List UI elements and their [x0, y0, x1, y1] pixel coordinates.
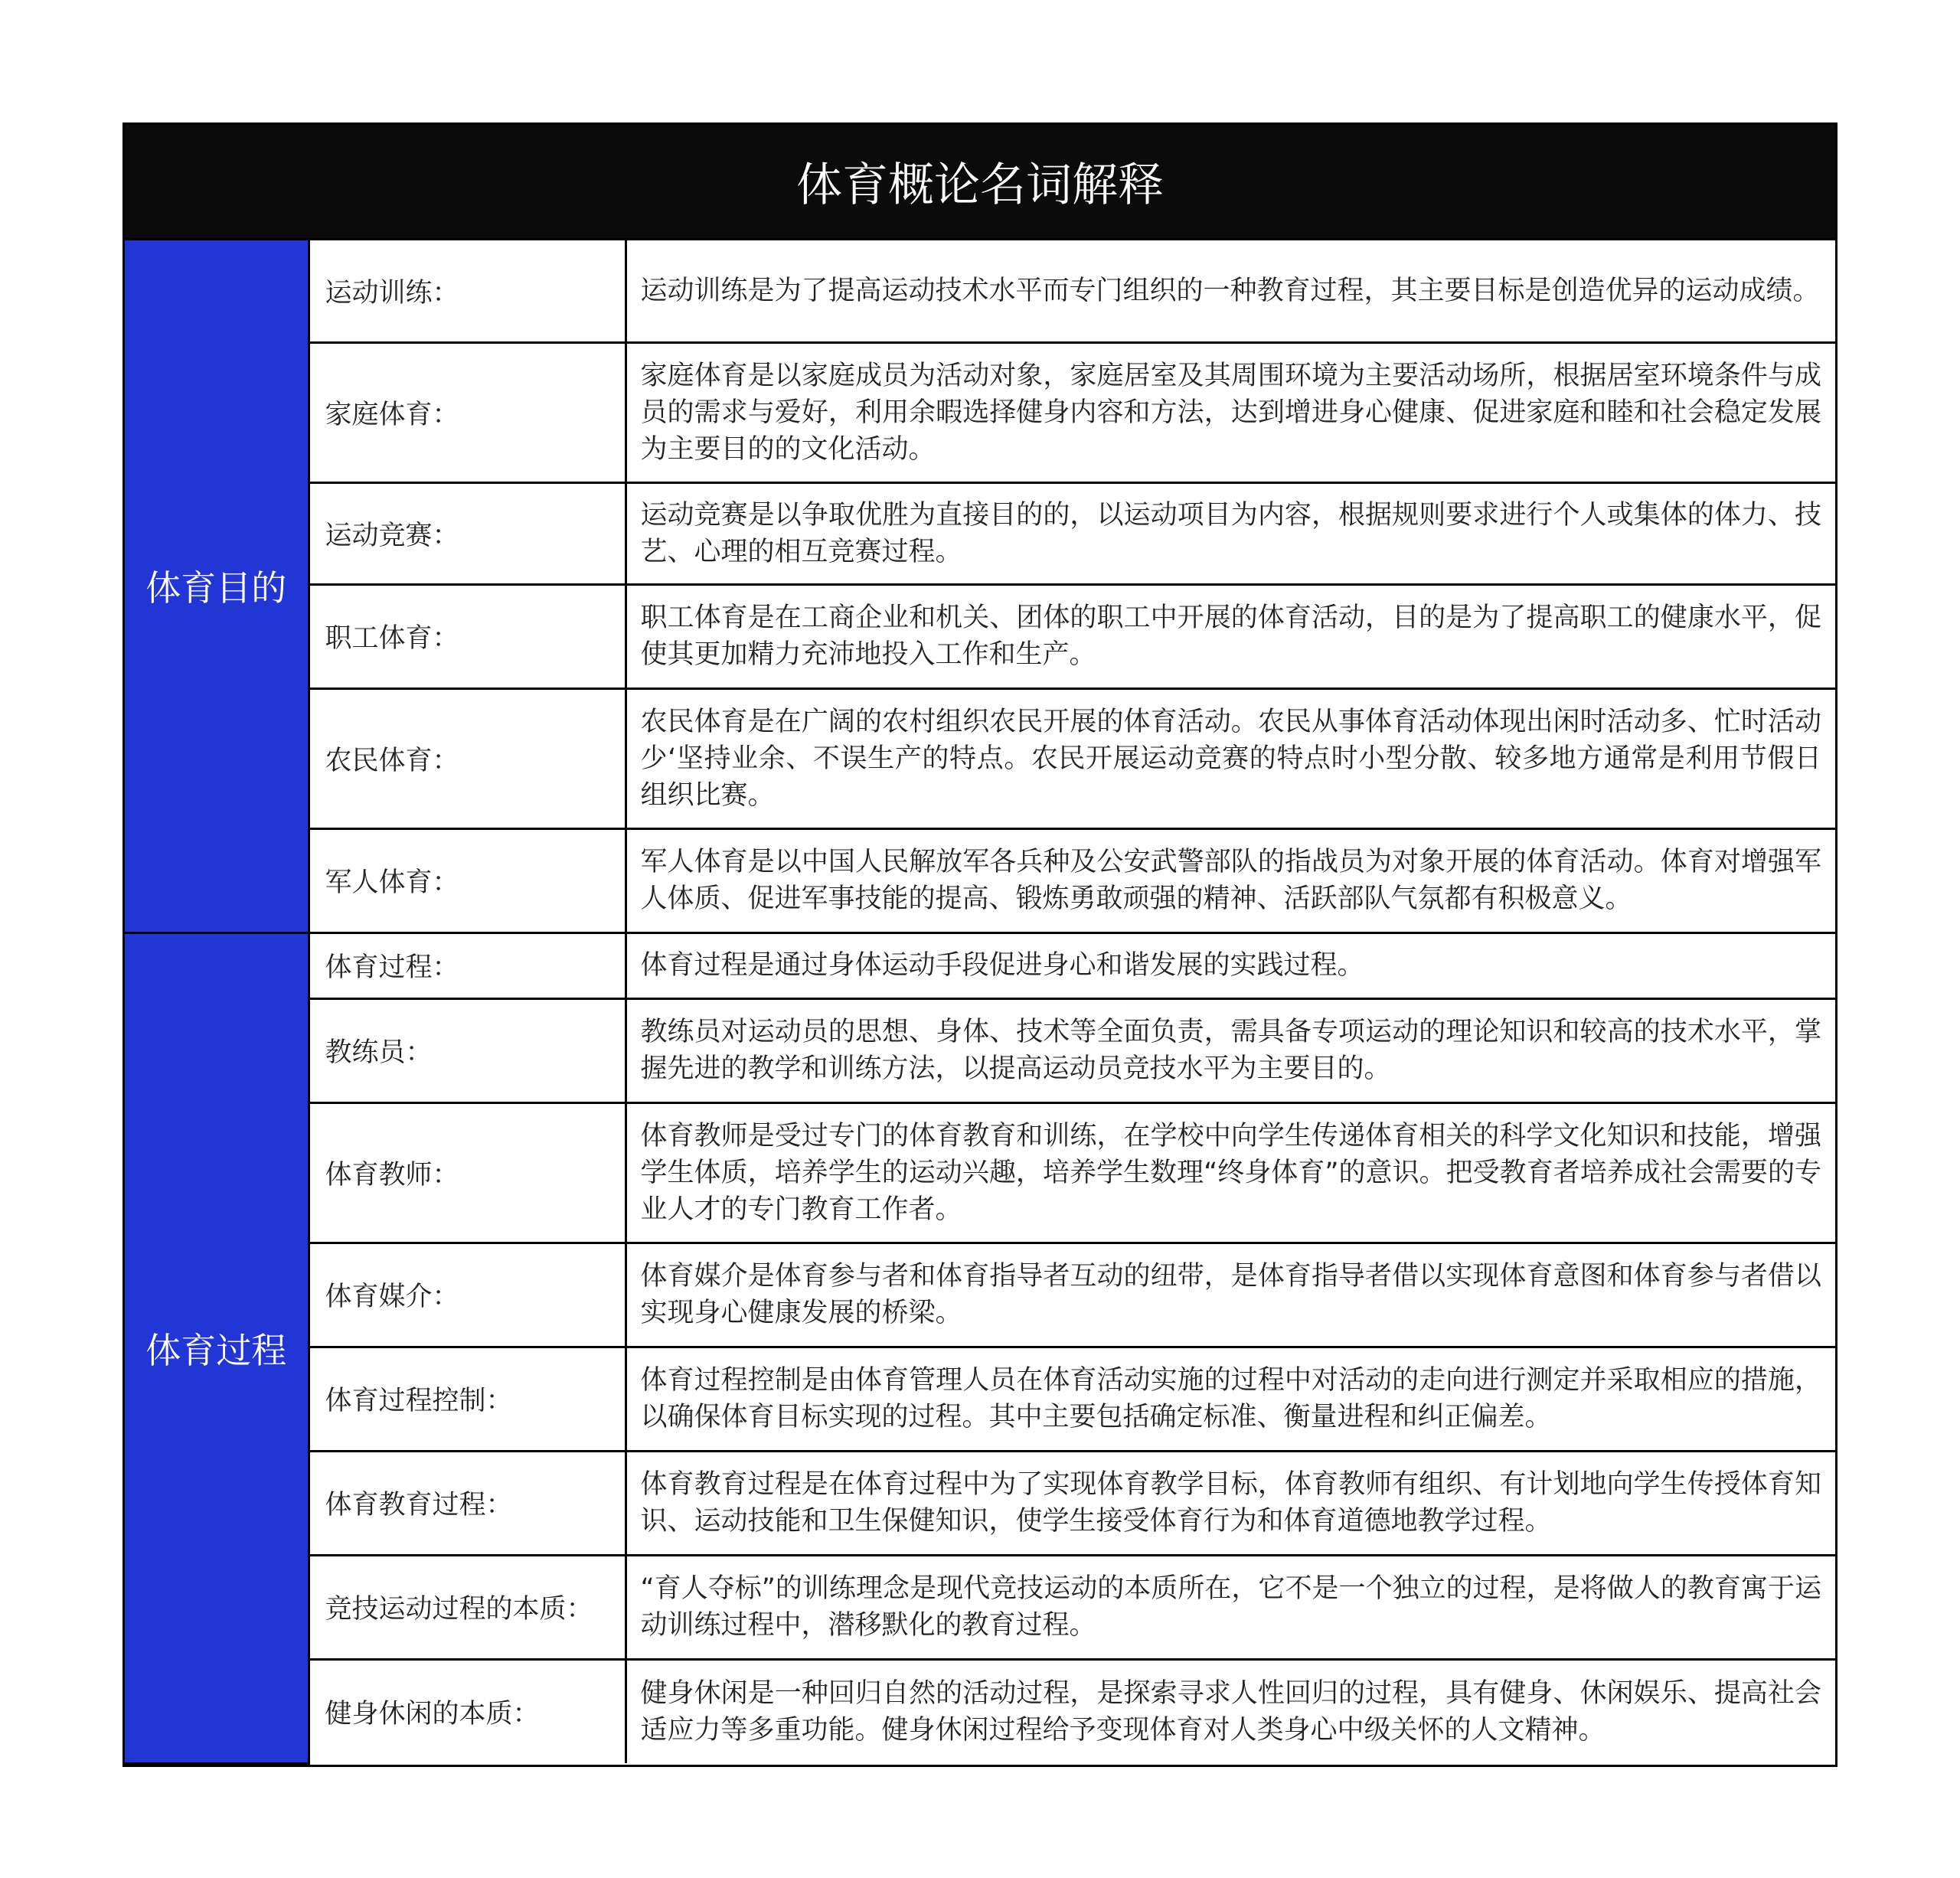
term-cell: 职工体育：: [309, 584, 626, 688]
term-cell: 家庭体育：: [309, 342, 626, 482]
term-cell: 健身休闲的本质：: [309, 1659, 626, 1763]
table-row: [125, 1451, 1835, 1555]
term-cell: 军人体育：: [309, 828, 626, 932]
table-row: [125, 1243, 1835, 1347]
definition-cell: 教练员对运动员的思想、身体、技术等全面负责，需具备专项运动的理论知识和较高的技术水平，掌握先进的教学和训练方法，以提高运动员竞技水平为主要目的。: [626, 998, 1835, 1102]
table-row: [125, 688, 1835, 828]
term-cell: 农民体育：: [309, 688, 626, 828]
term-cell: 体育教师：: [309, 1102, 626, 1243]
term-cell: 体育过程：: [309, 932, 626, 998]
table-row: [125, 584, 1835, 688]
term-cell: 竞技运动过程的本质：: [309, 1555, 626, 1659]
table-row: [125, 342, 1835, 482]
table-row: [125, 482, 1835, 584]
category-cell: 体育目的: [125, 240, 309, 932]
table-row: [125, 828, 1835, 932]
definition-cell: 健身休闲是一种回归自然的活动过程，是探索寻求人性回归的过程，具有健身、休闲娱乐、提高社会适应力等多重功能。健身休闲过程给予变现体育对人类身心中级关怀的人文精神。: [626, 1659, 1835, 1763]
definition-cell: 农民体育是在广阔的农村组织农民开展的体育活动。农民从事体育活动体现出闲时活动多、忙时活动少‘坚持业余、不误生产的特点。农民开展运动竞赛的特点时小型分散、较多地方通常是利用节假日组织比赛。: [626, 688, 1835, 828]
term-cell: 体育媒介：: [309, 1243, 626, 1347]
sheet-title: 体育概论名词解释: [125, 125, 1835, 240]
definition-cell: 体育媒介是体育参与者和体育指导者互动的纽带，是体育指导者借以实现体育意图和体育参与者借以实现身心健康发展的桥梁。: [626, 1243, 1835, 1347]
table-row: [125, 240, 1835, 342]
definition-cell: 职工体育是在工商企业和机关、团体的职工中开展的体育活动，目的是为了提高职工的健康水平，促使其更加精力充沛地投入工作和生产。: [626, 584, 1835, 688]
definition-cell: 体育过程控制是由体育管理人员在体育活动实施的过程中对活动的走向进行测定并采取相应的措施，以确保体育目标实现的过程。其中主要包括确定标准、衡量进程和纠正偏差。: [626, 1347, 1835, 1451]
definition-cell: 运动竞赛是以争取优胜为直接目的的，以运动项目为内容，根据规则要求进行个人或集体的体力、技艺、心理的相互竞赛过程。: [626, 482, 1835, 584]
definition-cell: 运动训练是为了提高运动技术水平而专门组织的一种教育过程，其主要目标是创造优异的运动成绩。: [626, 240, 1835, 342]
term-cell: 体育教育过程：: [309, 1451, 626, 1555]
table-row: [125, 932, 1835, 998]
table-row: [125, 998, 1835, 1102]
table-row: [125, 1102, 1835, 1243]
definition-cell: 军人体育是以中国人民解放军各兵种及公安武警部队的指战员为对象开展的体育活动。体育对增强军人体质、促进军事技能的提高、锻炼勇敢顽强的精神、活跃部队气氛都有积极意义。: [626, 828, 1835, 932]
term-cell: 运动训练：: [309, 240, 626, 342]
term-cell: 体育过程控制：: [309, 1347, 626, 1451]
term-cell: 教练员：: [309, 998, 626, 1102]
definition-sheet: [122, 122, 1838, 1767]
category-cell: 体育过程: [125, 932, 309, 1763]
table-row: [125, 1347, 1835, 1451]
term-cell: 运动竞赛：: [309, 482, 626, 584]
table-row: [125, 1555, 1835, 1659]
definition-cell: 家庭体育是以家庭成员为活动对象，家庭居室及其周围环境为主要活动场所，根据居室环境条件与成员的需求与爱好，利用余暇选择健身内容和方法，达到增进身心健康、促进家庭和睦和社会稳定发展为主要目的的文化活动。: [626, 342, 1835, 482]
table-row: [125, 1659, 1835, 1763]
definition-cell: 体育教师是受过专门的体育教育和训练，在学校中向学生传递体育相关的科学文化知识和技能，增强学生体质，培养学生的运动兴趣，培养学生数理“终身体育”的意识。把受教育者培养成社会需要的专业人才的专门教育工作者。: [626, 1102, 1835, 1243]
definition-cell: 体育教育过程是在体育过程中为了实现体育教学目标，体育教师有组织、有计划地向学生传授体育知识、运动技能和卫生保健知识，使学生接受体育行为和体育道德地教学过程。: [626, 1451, 1835, 1555]
definition-cell: 体育过程是通过身体运动手段促进身心和谐发展的实践过程。: [626, 932, 1835, 998]
definition-cell: “育人夺标”的训练理念是现代竞技运动的本质所在，它不是一个独立的过程，是将做人的教育寓于运动训练过程中，潜移默化的教育过程。: [626, 1555, 1835, 1659]
definition-table: [125, 240, 1835, 1765]
